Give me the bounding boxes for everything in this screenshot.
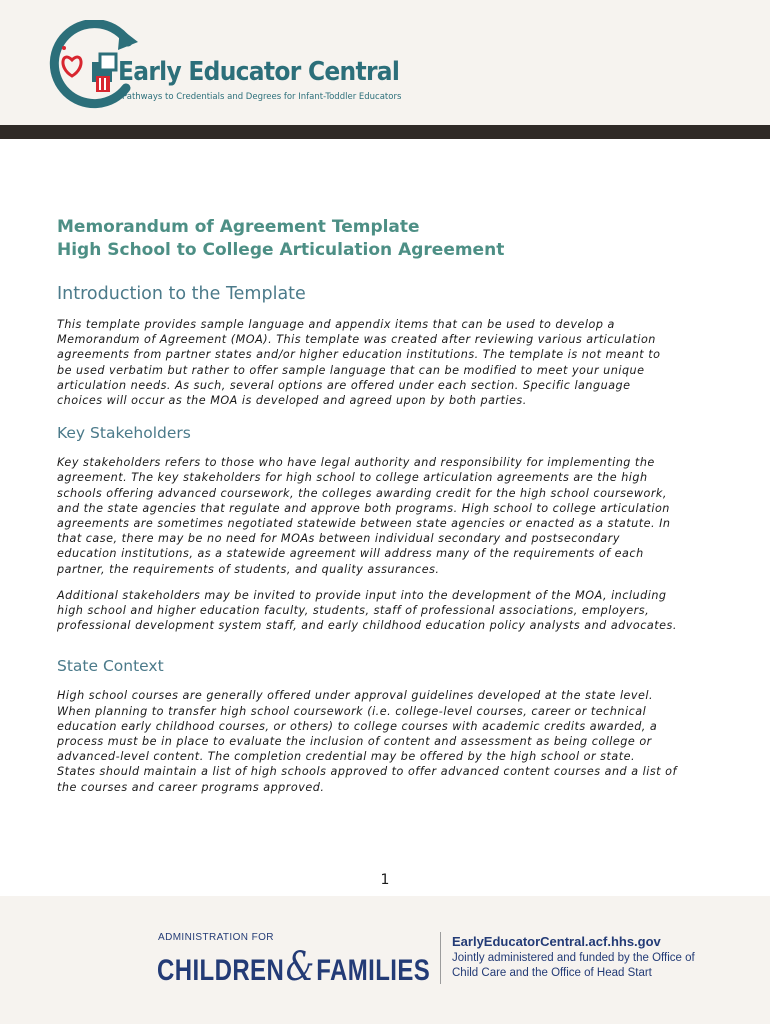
page-header [0, 0, 770, 125]
introduction-paragraph: This template provides sample language and appendix items that can be used to develop a Memorandum of Agreement (MOA). This template was created after reviewing various articulation agreements from partner states and/or higher education institutions. The template is not meant to be used verbatim but rather to offer sample language that can be modified to meet your unique articulation needs. As such, several options are offered under each section. Specific language choices will occur as the MOA is developed and agreed upon by both parties. [57, 318, 661, 408]
header-divider-bar [0, 125, 770, 139]
footer-website-link[interactable]: EarlyEducatorCentral.acf.hhs.gov [452, 934, 661, 949]
section-heading-state-context: State Context [57, 657, 164, 676]
acf-logo-wordmark [157, 944, 430, 990]
acf-children-word: CHILDREN [157, 954, 285, 987]
document-title-line-1: Memorandum of Agreement Template [57, 217, 420, 237]
acf-ampersand: & [285, 944, 315, 990]
state-context-paragraph: High school courses are generally offered under approval guidelines developed at the state level. When planning to transfer high school coursework (i.e. college-level courses, career or technical education early childhood courses, or others) to college courses with academic credits awarded, a process must be in place to evaluate the inclusion of content and assessment as being college or advanced-level content. The completion credential may be offered by the high school or state. States should maintain a list of high schools approved to offer advanced content courses and a list of the courses and career programs approved. [57, 689, 677, 794]
section-heading-introduction: Introduction to the Template [57, 284, 306, 304]
footer-funding-note: Jointly administered and funded by the Office of Child Care and the Office of Head Start [452, 952, 695, 979]
document-title-line-2: High School to College Articulation Agreement [57, 240, 505, 260]
acf-families-word: FAMILIES [316, 954, 431, 987]
key-stakeholders-paragraph-1: Key stakeholders refers to those who have legal authority and responsibility for implementing the agreement. The key stakeholders for high school to college articulation agreements are the high schools offering advanced coursework, the colleges awarding credit for the high school coursework, and the state agencies that regulate and approve both programs. High school to college articulation agreements are sometimes negotiated statewide between state agencies or enacted as a statute. In that case, there may be no need for MOAs between individual secondary and postsecondary education institutions, as a statewide agreement will address many of the requirements of each partner, the requirements of students, and quality assurances. [57, 456, 671, 576]
brand-tagline: Pathways to Credentials and Degrees for Infant-Toddler Educators [122, 92, 402, 102]
brand-title: Early Educator Central [118, 57, 400, 87]
document-body [57, 216, 707, 795]
page-number: 1 [380, 872, 390, 888]
page-footer [0, 896, 770, 1024]
document-title [57, 216, 707, 262]
key-stakeholders-paragraph-2: Additional stakeholders may be invited to provide input into the development of the MOA, including high school and higher education faculty, students, staff of professional associations, employers, professional development system staff, and early childhood education policy analysts and advocates. [57, 588, 677, 633]
acf-logo-line-1: ADMINISTRATION FOR [158, 932, 274, 943]
footer-divider [440, 932, 441, 984]
section-heading-key-stakeholders: Key Stakeholders [57, 424, 191, 443]
